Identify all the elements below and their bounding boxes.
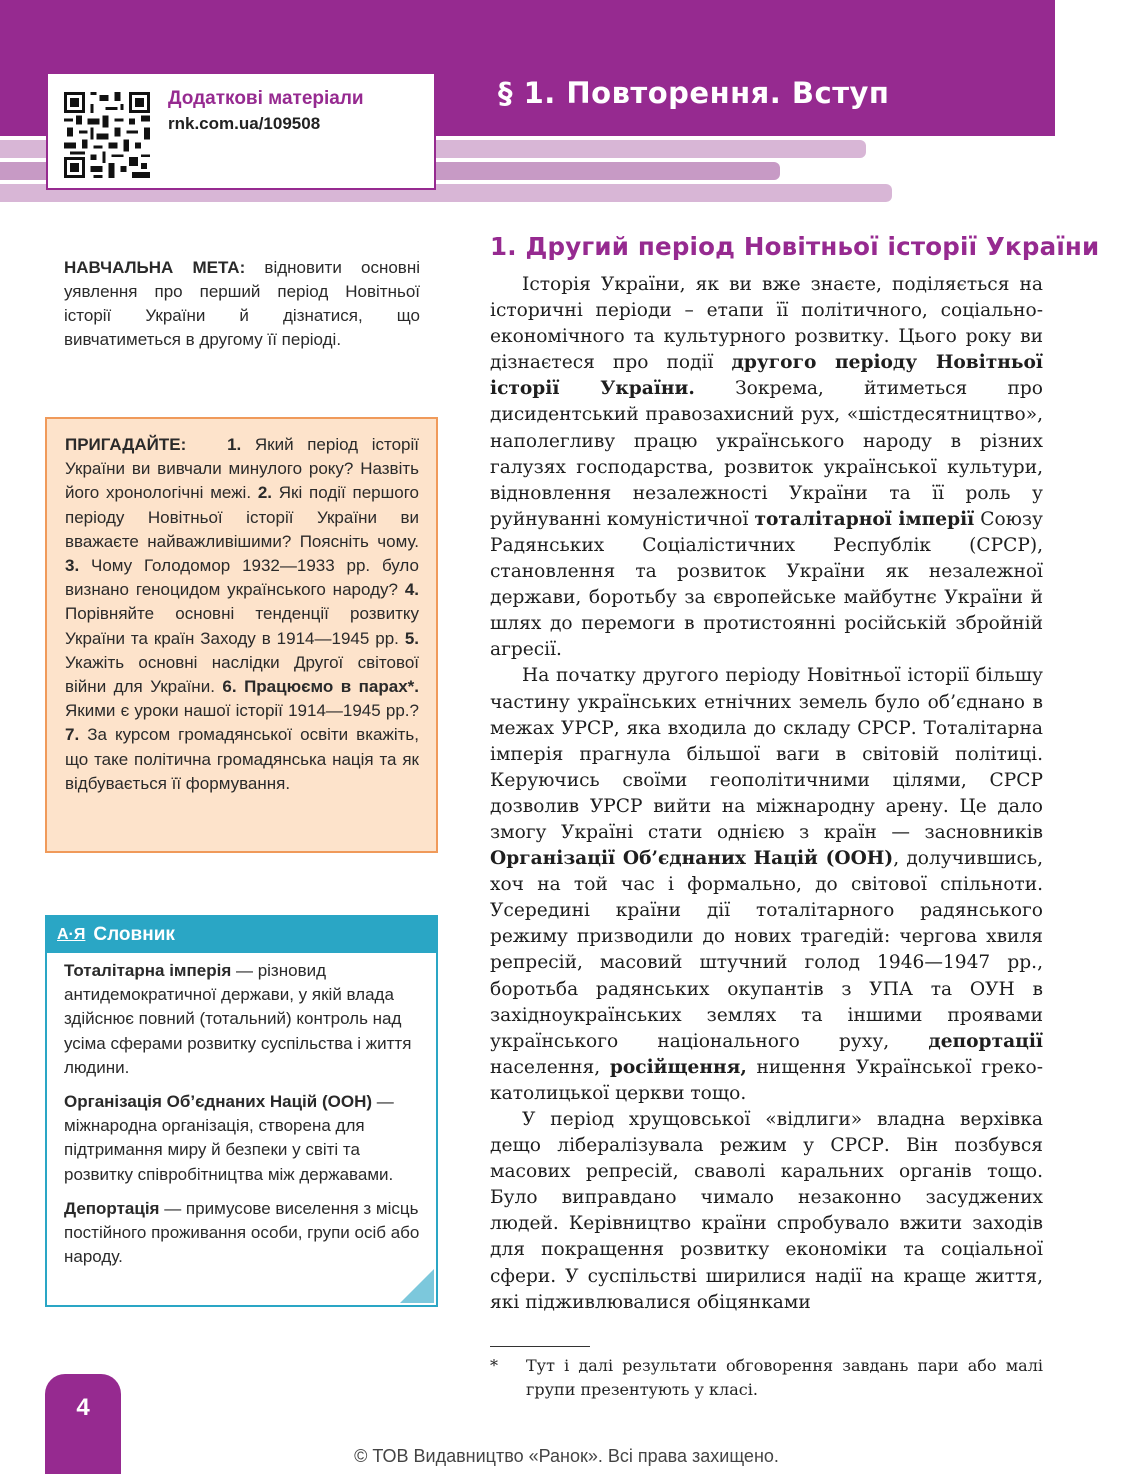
- learning-goal: [64, 256, 420, 352]
- page-corner-decor: [400, 1269, 434, 1303]
- question-number: 2.: [257, 483, 272, 503]
- additional-materials-box[interactable]: [46, 72, 436, 190]
- text-run: населення,: [490, 1056, 610, 1078]
- additional-materials-title: Додаткові матеріали: [168, 88, 364, 109]
- page-number: 4: [45, 1374, 121, 1474]
- question-number: 1.: [227, 435, 242, 454]
- glossary-term: Тоталітарна імперія: [64, 961, 232, 980]
- paragraph: [490, 272, 1043, 663]
- copyright: © ТОВ Видавництво «Ранок». Всі права захищено.: [354, 1446, 779, 1466]
- topic-heading: 1. Другий період Новітньої історії України: [490, 232, 1100, 261]
- footnote: [490, 1354, 1043, 1402]
- glossary-term: Організація Об’єднаних Націй (ООН): [64, 1092, 373, 1112]
- text-run: У період хрущовської «відлиги» владна верхівка дещо лібералізувала режим у СРСР. Він позбувся масових репресій, сваволі каральних органів тощо. Було виправдано чимало незаконно засуджених людей. Керівництво країни спробувало вжити заходів для покращення розвитку економіки та соціальної сфери. У суспільстві ширилися надії на краще життя, які підживлювалися обіцянками: [490, 1109, 1043, 1313]
- qr-code-icon[interactable]: [64, 92, 150, 178]
- glossary-entry: [64, 1197, 422, 1270]
- glossary-definition: — різновид антидемократичної держави, у якій влада здійснює повний (тотальний) контроль над усіма сферами розвитку суспільства і життя людини.: [64, 961, 412, 1077]
- question-text: Укажіть основні наслідки Другої світової війни для України.: [65, 652, 419, 697]
- text-run: Союзу Радянських Соціалістичних Республік (СРСР), становлення та розвиток України як незалежної держави, боротьбу за європейське майбутнє України й шлях до перемоги в протистоянні російській збройній агресії.: [490, 508, 1043, 661]
- key-term: тоталітарної імперії: [754, 508, 975, 530]
- question-text: Який період історії України ви вивчали минулого року? Назвіть його хронологічні межі.: [65, 435, 419, 503]
- glossary-entry: [64, 1090, 422, 1187]
- glossary-entry: [64, 959, 422, 1080]
- main-text: [490, 272, 1043, 1316]
- glossary-definition: — примусове виселення з місць постійного проживання особи, групи осіб або народу.: [64, 1198, 420, 1267]
- paragraph: [490, 1107, 1043, 1316]
- text-run: , долучившись, хоч на той час і формально, до світової спільноти. Усередині країни дії тоталітарного радянського режиму призводили до нових трагедій: чергова хвиля репресій, масовий штучний голод 1946—1947 рр., боротьба радянських окупантів з УПА та ОУН в західноукраїнських землях та іншими проявами українського національного руху,: [490, 848, 1044, 1052]
- glossary-header: [47, 917, 436, 953]
- learning-goal-text: відновити основні уявлення про перший період Новітньої історії України й дізнатися, що вивчатиметься в другому її періоді.: [64, 258, 420, 349]
- question-text: Чому Голодомор 1932—1933 рр. було визнано геноцидом українського народу?: [65, 556, 419, 600]
- remember-label: ПРИГАДАЙТЕ:: [65, 435, 187, 454]
- text-run: Зокрема, йтиметься про дисидентський правозахисний рух, «шістдесятництво», наполегливу працю українського народу в різних галузях господарства, розвиток української культури, відновлення незалежності України та її роль у руйнуванні комуністичної: [490, 378, 1043, 530]
- glossary-term: Депортація: [64, 1198, 160, 1218]
- text-run: Історія України, як ви вже знаєте, поділяється на історичні періоди – етапи її політичного, соціально-економічного та культурного розвитку. Цього року ви дізнаєтеся про події: [490, 274, 1043, 374]
- glossary-box: [45, 915, 438, 1307]
- paragraph: [490, 663, 1043, 1107]
- question-text: Якими є уроки нашої історії 1914—1945 рр.?: [65, 701, 419, 721]
- dictionary-icon: А·Я: [57, 926, 86, 943]
- key-term: Організації Об’єднаних Націй (ООН): [490, 848, 894, 870]
- additional-materials-link[interactable]: rnk.com.ua/109508: [168, 114, 321, 133]
- question-number: 3.: [65, 556, 80, 576]
- text-run: нищення Української греко-католицької церкви тощо.: [490, 1056, 1043, 1104]
- question-text: Порівняйте основні тенденції розвитку України та країн Заходу в 1914—1945 рр.: [65, 604, 419, 648]
- footnote-text: Тут і далі результати обговорення завдань пари або малі групи презентують у класі.: [526, 1356, 1043, 1399]
- glossary-definition: — міжнародна організація, створена для підтримання миру й безпеки у світі та розвитку співробітництва між державами.: [64, 1092, 394, 1184]
- glossary-body: [47, 953, 436, 1269]
- section-title: § 1. Повторення. Вступ: [498, 76, 890, 110]
- key-term: російщення,: [609, 1056, 747, 1078]
- text-run: На початку другого періоду Новітньої історії більшу частину українських етнічних земель було об’єднано в межах УРСР, яка входила до складу СРСР. Тоталітарна імперія прагнула більшої ваги в світовій політиці. Керуючись своїми геополітичними цілями, СРСР дозволив УРСР вийти на міжнародну арену. Це дало змогу Україні стати однією з країн — засновників: [490, 665, 1043, 843]
- key-term: другого періоду Новітньої історії України.: [490, 352, 1043, 400]
- footnote-marker: *: [490, 1356, 498, 1375]
- glossary-title: Словник: [93, 924, 175, 945]
- question-text: За курсом громадянської освіти вкажіть, що таке політична громадянська нація та як відбувається її формування.: [65, 725, 419, 793]
- question-number: 7.: [65, 725, 80, 745]
- footnote-divider: [490, 1346, 590, 1347]
- remember-box: [45, 417, 438, 853]
- learning-goal-label: НАВЧАЛЬНА МЕТА:: [64, 258, 246, 277]
- key-term: депортації: [928, 1030, 1043, 1052]
- question-number: 6. Працюємо в парах*.: [222, 677, 419, 697]
- question-number: 4.: [404, 580, 419, 600]
- question-text: Які події першого періоду Новітньої історії України ви вважаєте найважливішими? Поясніть чому.: [65, 483, 419, 551]
- question-number: 5.: [404, 628, 419, 648]
